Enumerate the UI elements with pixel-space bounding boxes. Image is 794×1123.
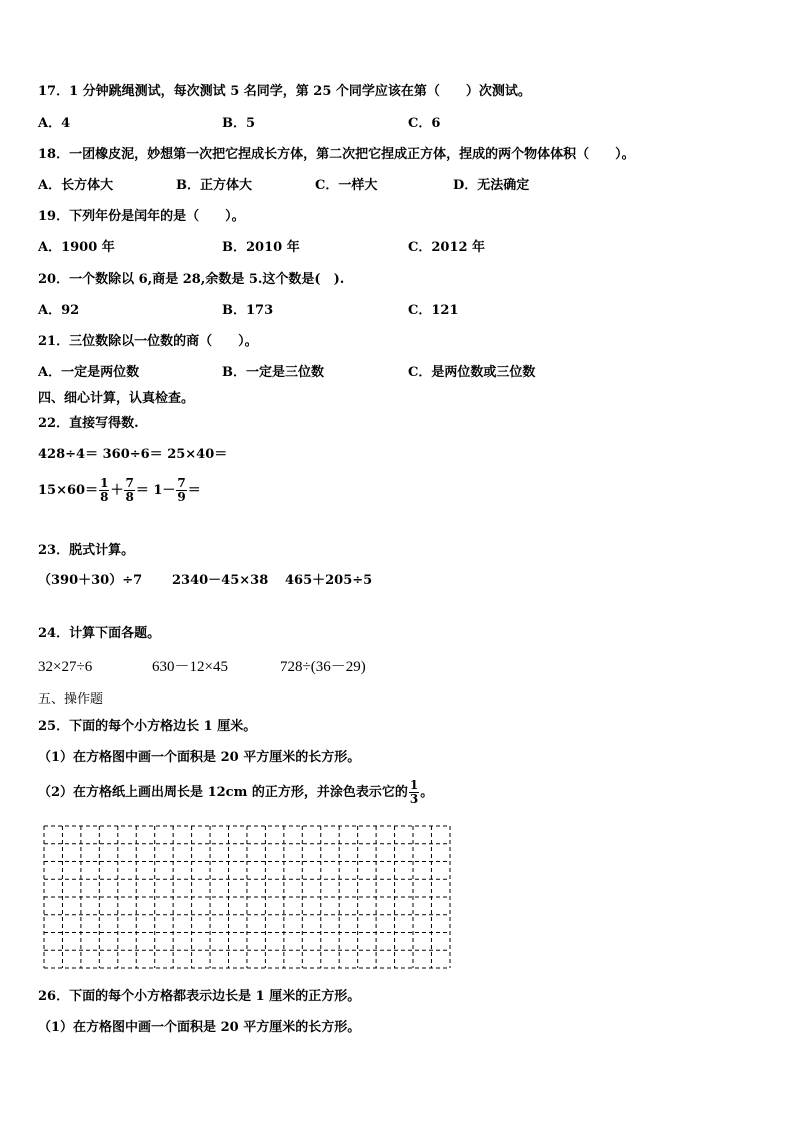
q18-option-b: B．正方体大 [176, 178, 252, 193]
section-5-heading: 五、操作题 [38, 692, 104, 707]
q21-option-a: A．一定是两位数 [38, 365, 140, 380]
fraction-7-9: $\frac{7}{9}$ [177, 476, 186, 504]
q18-option-a: A．长方体大 [38, 178, 114, 193]
fraction-1-3: $\frac{1}{3}$ [409, 778, 419, 806]
q22-row2-expression: 15×60＝ [38, 483, 99, 498]
q20-option-a: A．92 [38, 303, 80, 318]
fraction-1-8: $\frac{1}{8}$ [100, 476, 109, 504]
q25-sub2-end: 。 [420, 785, 434, 800]
q18-option-d: D．无法确定 [453, 178, 530, 193]
question-17-stem: 17．1 分钟跳绳测试，每次测试 5 名同学，第 25 个同学应该在第（ ）次测试。 [38, 84, 531, 99]
q18-option-c: C．一样大 [315, 178, 378, 193]
q19-option-c: C．2012 年 [408, 240, 486, 255]
q17-option-b: B．5 [222, 116, 256, 131]
fraction-7-8: $\frac{7}{8}$ [125, 476, 134, 504]
q23-item-1: （390＋30）÷7 [38, 573, 143, 588]
q21-option-c: C．是两位数或三位数 [408, 365, 536, 380]
q25-sub-2 [38, 776, 433, 810]
q23-item-2: 2340－45×38 [172, 573, 269, 588]
section-4-heading: 四、细心计算，认真检查。 [38, 391, 195, 406]
q17-option-a: A．4 [38, 116, 71, 131]
q22-row-2 [38, 476, 201, 506]
question-18-stem: 18．一团橡皮泥，妙想第一次把它捏成长方体，第二次把它捏成正方体，捏成的两个物体体积（ ）。 [38, 147, 635, 162]
q17-option-c: C．6 [408, 116, 441, 131]
q22-row2-equals: ＝ [187, 483, 201, 498]
question-19-stem: 19．下列年份是闰年的是（ ）。 [38, 209, 245, 224]
q21-option-b: B．一定是三位数 [222, 365, 324, 380]
q25-sub2-text: （2）在方格纸上画出周长是 12cm 的正方形，并涂色表示它的 [38, 785, 408, 800]
q19-option-a: A．1900 年 [38, 240, 115, 255]
q24-item-3: 728÷(36－29) [280, 659, 366, 675]
question-24-title: 24．计算下面各题。 [38, 626, 161, 641]
question-26-title: 26．下面的每个小方格都表示边长是 1 厘米的正方形。 [38, 989, 361, 1004]
square-grid-paper[interactable] [42, 824, 452, 970]
q20-option-c: C．121 [408, 303, 459, 318]
question-22-title: 22．直接写得数. [38, 416, 139, 431]
q26-sub-1: （1）在方格图中画一个面积是 20 平方厘米的长方形。 [38, 1020, 361, 1035]
q20-option-b: B．173 [222, 303, 274, 318]
q22-row-1: 428÷4＝ 360÷6＝ 25×40＝ [38, 447, 228, 462]
question-21-stem: 21．三位数除以一位数的商（ ）。 [38, 334, 258, 349]
question-25-title: 25．下面的每个小方格边长 1 厘米。 [38, 719, 257, 734]
q23-item-3: 465＋205÷5 [285, 573, 373, 588]
question-23-title: 23．脱式计算。 [38, 543, 135, 558]
q25-sub-1: （1）在方格图中画一个面积是 20 平方厘米的长方形。 [38, 750, 361, 765]
q24-item-2: 630－12×45 [152, 659, 228, 675]
plus-sign: ＋ [110, 483, 124, 498]
question-20-stem: 20．一个数除以 6,商是 28,余数是 5.这个数是( ). [38, 272, 345, 287]
q22-row2-equals-minus: ＝ 1－ [135, 483, 176, 498]
q19-option-b: B．2010 年 [222, 240, 300, 255]
q24-item-1: 32×27÷6 [38, 659, 93, 675]
